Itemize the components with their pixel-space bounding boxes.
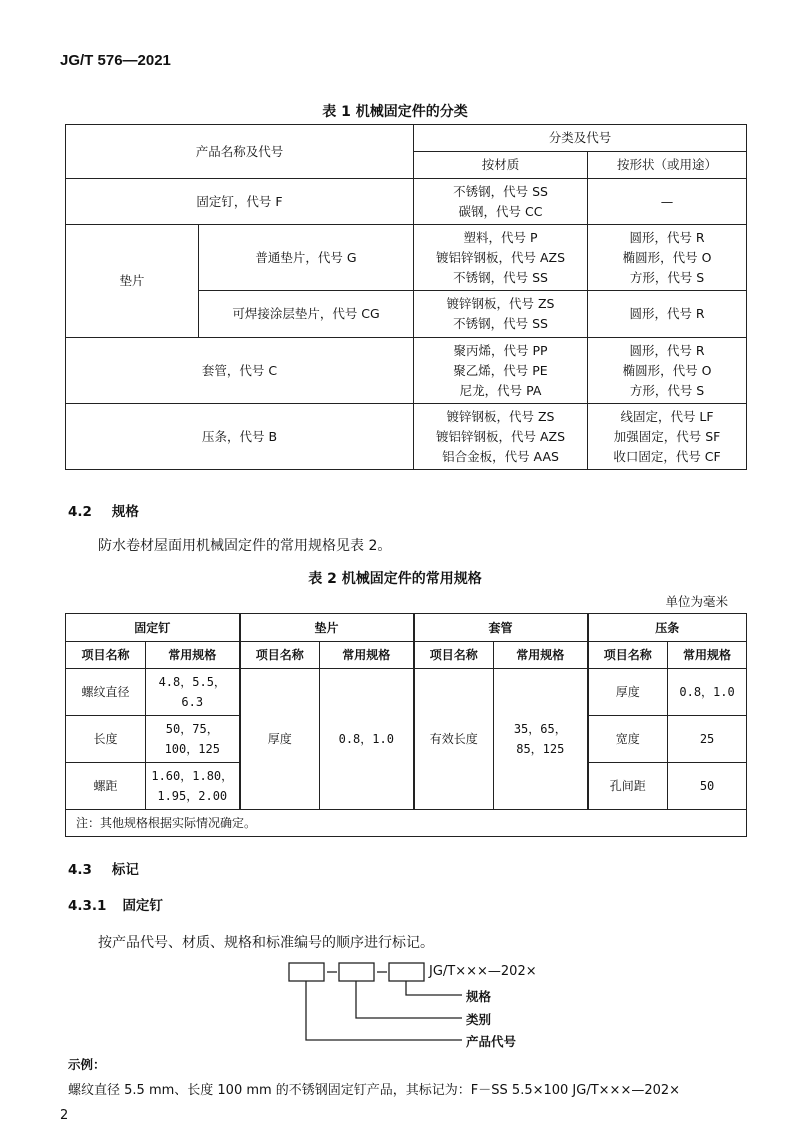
nail-spec-length: 50，75， 100，125 <box>146 716 240 763</box>
section-4-2-text: 防水卷材屋面用机械固定件的常用规格见表 2。 <box>98 538 392 554</box>
col-item: 项目名称 <box>414 642 494 669</box>
bar-material: 镀锌钢板，代号 ZS 镀铝锌钢板，代号 AZS 铝合金板，代号 AAS <box>414 404 588 470</box>
nail-item-diameter: 螺纹直径 <box>66 669 146 716</box>
col-spec: 常用规格 <box>320 642 414 669</box>
classification-table <box>65 124 747 470</box>
nail-spec-pitch: 1.60，1.80， 1.95，2.00 <box>146 763 240 810</box>
document-code: JG/T 576—2021 <box>60 52 171 69</box>
sleeve-material: 聚丙烯，代号 PP 聚乙烯，代号 PE 尼龙，代号 PA <box>414 338 588 404</box>
washer-normal-material: 塑料，代号 P 镀铝锌钢板，代号 AZS 不锈钢，代号 SS <box>414 225 588 291</box>
header-material: 按材质 <box>414 152 588 179</box>
product-washer-coated: 可焊接涂层垫片，代号 CG <box>199 291 414 338</box>
nail-shape: — <box>588 179 747 225</box>
bar-spec-hole-spacing: 50 <box>668 763 747 810</box>
product-bar: 压条，代号 B <box>66 404 414 470</box>
sleeve-shape: 圆形，代号 R 椭圆形，代号 O 方形，代号 S <box>588 338 747 404</box>
bar-shape: 线固定，代号 LF 加强固定，代号 SF 收口固定，代号 CF <box>588 404 747 470</box>
specification-table <box>65 613 747 837</box>
nail-item-pitch: 螺距 <box>66 763 146 810</box>
washer-coated-material: 镀锌钢板，代号 ZS 不锈钢，代号 SS <box>414 291 588 338</box>
washer-item: 厚度 <box>240 669 320 810</box>
section-4-3-1-heading: 4.3.1 固定钉 <box>68 898 163 914</box>
box-spec <box>389 963 424 981</box>
nail-item-length: 长度 <box>66 716 146 763</box>
leader-category <box>356 981 462 1018</box>
group-sleeve: 套管 <box>414 614 588 642</box>
bar-spec-width: 25 <box>668 716 747 763</box>
washer-spec: 0.8，1.0 <box>320 669 414 810</box>
sleeve-spec: 35，65， 85，125 <box>494 669 588 810</box>
marking-label-spec: 规格 <box>466 989 492 1004</box>
box-product-code <box>289 963 324 981</box>
box-category <box>339 963 374 981</box>
sleeve-item: 有效长度 <box>414 669 494 810</box>
leader-spec <box>406 981 462 995</box>
group-nail: 固定钉 <box>66 614 240 642</box>
section-4-3-1-text: 按产品代号、材质、规格和标准编号的顺序进行标记。 <box>98 935 434 951</box>
marking-label-code: 产品代号 <box>466 1034 517 1049</box>
table2-caption: 表 2 机械固定件的常用规格 <box>308 571 482 587</box>
page-number: 2 <box>60 1108 69 1123</box>
header-shape: 按形状（或用途） <box>588 152 747 179</box>
nail-spec-diameter: 4.8，5.5， 6.3 <box>146 669 240 716</box>
table2-unit: 单位为毫米 <box>665 594 728 609</box>
header-product: 产品名称及代号 <box>66 125 414 179</box>
example-text: 螺纹直径 5.5 mm、长度 100 mm 的不锈钢固定钉产品，其标记为：F－SS 5.5×100 JG/T×××—202× <box>68 1083 681 1098</box>
section-4-3-heading: 4.3 标记 <box>68 862 139 878</box>
marking-standard: JG/T×××—202× <box>429 964 537 979</box>
product-nail: 固定钉，代号 F <box>66 179 414 225</box>
bar-item-hole-spacing: 孔间距 <box>588 763 668 810</box>
nail-material: 不锈钢，代号 SS 碳钢，代号 CC <box>414 179 588 225</box>
header-classification: 分类及代号 <box>414 125 747 152</box>
col-spec: 常用规格 <box>146 642 240 669</box>
product-sleeve: 套管，代号 C <box>66 338 414 404</box>
table1-caption: 表 1 机械固定件的分类 <box>322 104 468 120</box>
section-4-2-heading: 4.2 规格 <box>68 504 139 520</box>
table2-note: 注：其他规格根据实际情况确定。 <box>66 810 747 837</box>
example-label: 示例： <box>68 1057 106 1072</box>
marking-label-category: 类别 <box>466 1012 492 1027</box>
col-item: 项目名称 <box>588 642 668 669</box>
leader-code <box>306 981 462 1040</box>
col-item: 项目名称 <box>240 642 320 669</box>
bar-item-thickness: 厚度 <box>588 669 668 716</box>
product-washer-normal: 普通垫片，代号 G <box>199 225 414 291</box>
washer-normal-shape: 圆形，代号 R 椭圆形，代号 O 方形，代号 S <box>588 225 747 291</box>
col-item: 项目名称 <box>66 642 146 669</box>
col-spec: 常用规格 <box>494 642 588 669</box>
bar-item-width: 宽度 <box>588 716 668 763</box>
product-washer: 垫片 <box>66 225 199 338</box>
col-spec: 常用规格 <box>668 642 747 669</box>
group-bar: 压条 <box>588 614 747 642</box>
washer-coated-shape: 圆形，代号 R <box>588 291 747 338</box>
group-washer: 垫片 <box>240 614 414 642</box>
bar-spec-thickness: 0.8，1.0 <box>668 669 747 716</box>
